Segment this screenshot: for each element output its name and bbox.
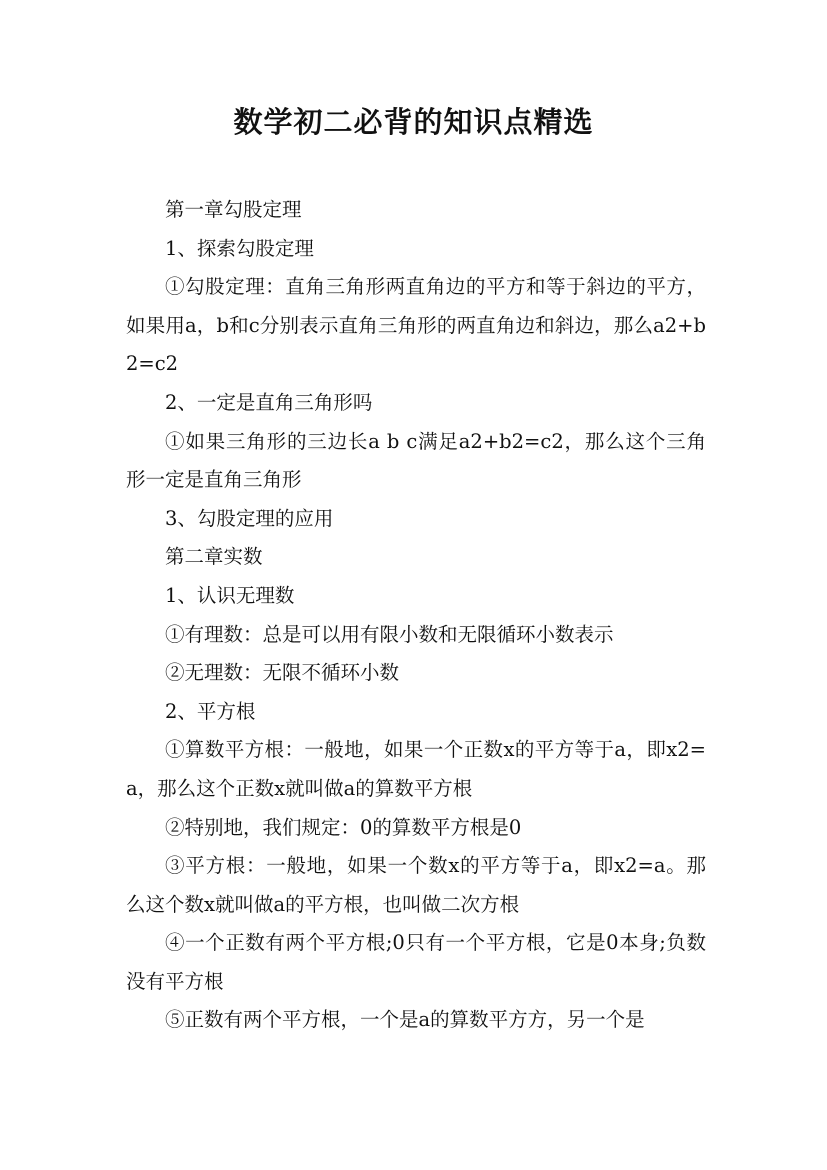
section-heading: 1、认识无理数 <box>165 583 295 607</box>
body-paragraph: ⑤正数有两个平方根，一个是a的算数平方方，另一个是 <box>165 1008 645 1032</box>
body-paragraph: ①如果三角形的三边长a b c满足a2+b2=c2，那么这个三角形一定是直角三角形 <box>126 429 706 492</box>
chapter-heading: 第一章勾股定理 <box>165 198 302 221</box>
body-paragraph: ④一个正数有两个平方根;0只有一个平方根，它是0本身;负数没有平方根 <box>126 931 706 993</box>
document-title: 数学初二必背的知识点精选 <box>233 105 594 139</box>
body-paragraph: ①有理数：总是可以用有限小数和无限循环小数表示 <box>165 622 614 646</box>
body-paragraph: ③平方根：一般地，如果一个数x的平方等于a，即x2=a。那么这个数x就叫做a的平方根，也叫做二次方根 <box>126 854 706 916</box>
body-paragraph: ①勾股定理：直角三角形两直角边的平方和等于斜边的平方，如果用a，b和c分别表示直角三角形的两直角边和斜边，那么a2+b2=c2 <box>126 275 706 376</box>
section-heading: 2、一定是直角三角形吗 <box>165 390 373 414</box>
section-heading: 2、平方根 <box>165 699 256 723</box>
body-paragraph: ②无理数：无限不循环小数 <box>165 661 400 685</box>
section-heading: 1、探索勾股定理 <box>165 236 314 260</box>
body-paragraph: ②特别地，我们规定：0的算数平方根是0 <box>165 815 522 839</box>
document-body <box>126 191 706 1040</box>
section-heading: 3、勾股定理的应用 <box>165 506 334 530</box>
body-paragraph: ①算数平方根：一般地，如果一个正数x的平方等于a，即x2=a，那么这个正数x就叫做a的算数平方根 <box>126 738 706 800</box>
chapter-heading: 第二章实数 <box>165 545 263 569</box>
